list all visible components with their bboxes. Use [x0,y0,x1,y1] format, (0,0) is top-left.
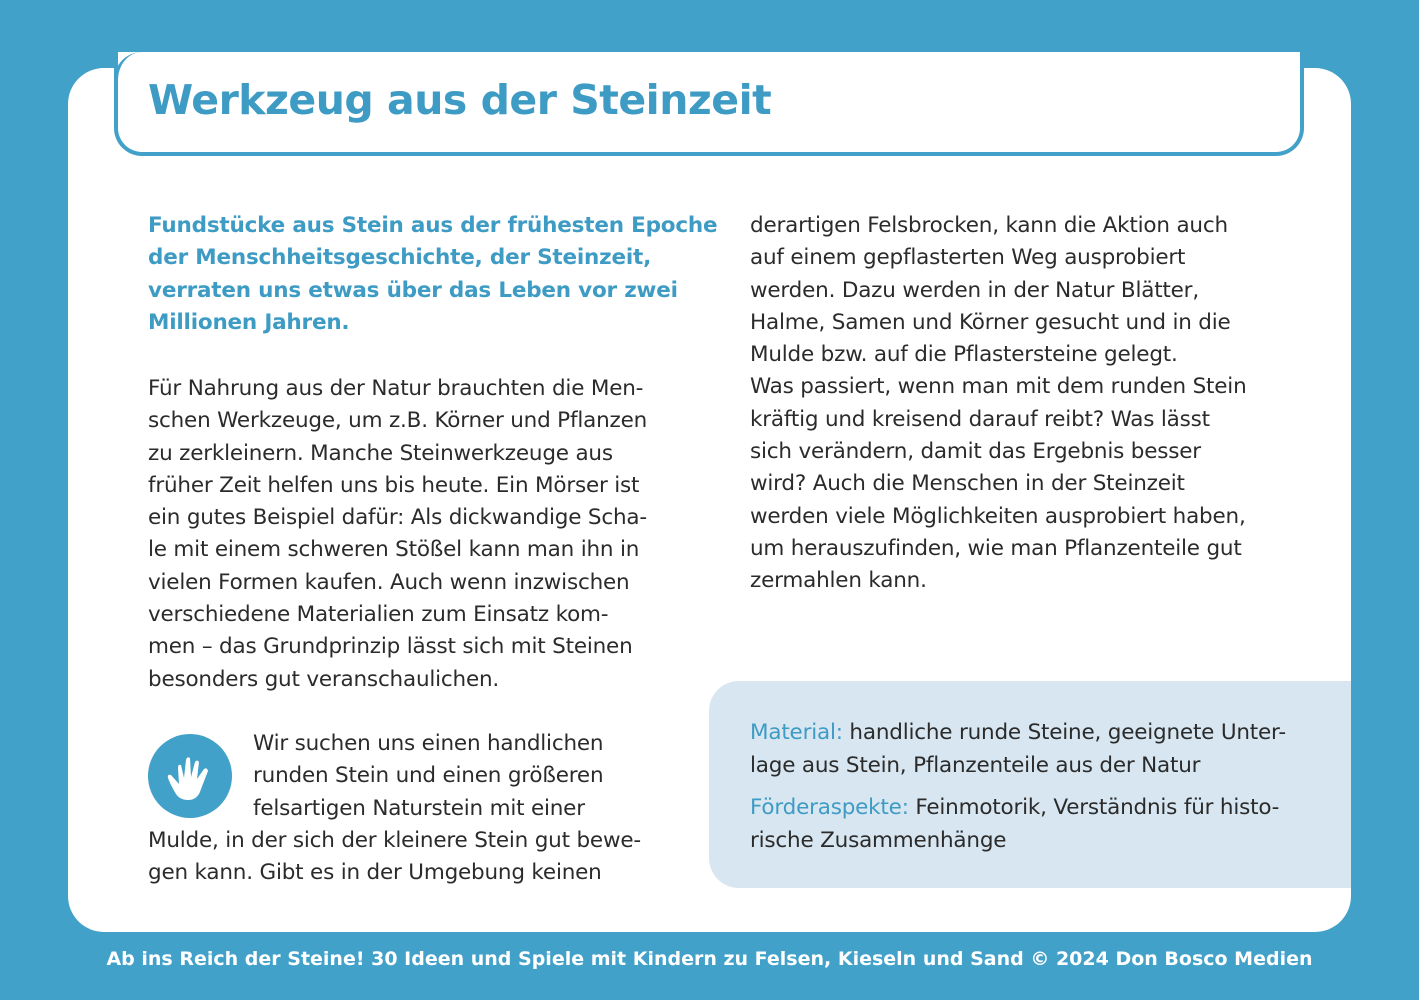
foerder-text: Feinmotorik, Verständnis für histo- rische Zusammenhänge [750,795,1280,853]
activity-text-b: Mulde, in der sich der kleinere Stein gut bewe- gen kann. Gibt es in der Umgebung keinen [148,828,641,886]
activity-text-a: Wir suchen uns einen handlichen runden Stein und einen größeren felsartigen Naturstein mit einer [253,731,604,821]
intro-text: Fundstücke aus Stein aus der frühesten Epoche der Menschheitsgeschichte, der Steinzeit, verraten uns etwas über das Leben vor zwei Millionen Jahren. [148,213,718,335]
footer-copyright: Ab ins Reich der Steine! 30 Ideen und Spiele mit Kindern zu Felsen, Kieseln und Sand © 2024 Don Bosco Medien [106,948,1313,970]
material-text: handliche runde Steine, geeignete Unter- lage aus Stein, Pflanzenteile aus der Natur [750,720,1286,778]
body-text-left: Für Nahrung aus der Natur brauchten die Men- schen Werkzeuge, um z.B. Körner und Pflanzen zu zerkleinern. Manche Steinwerkzeuge aus früher Zeit helfen uns bis heute. Ein Mörser ist ein gutes Beispiel dafür: Als dickwandige Scha- le mit einem schweren Stößel kann man ihn in vielen Formen kaufen. Auch wenn inzwischen verschiedene Materialien zum Einsatz kom- men – das Grundprinzip lässt sich mit Steinen besonders gut veranschaulichen. [148,376,648,692]
body-text-right: derartigen Felsbrocken, kann die Aktion auch auf einem gepflasterten Weg ausprobiert werden. Dazu werden in der Natur Blätter, Halme, Samen und Körner gesucht und in die Mulde bzw. auf die Pflastersteine gelegt. Was passiert, wenn man mit dem runden Stein kräftig und kreisend darauf reibt? Was lässt sich verändern, damit das Ergebnis besser wird? Auch die Menschen in der Steinzeit werden viele Möglichkeiten ausprobiert haben, um herauszufinden, wie man Pflanzenteile gut zermahlen kann. [750,213,1247,594]
material-label: Material: [750,720,843,745]
hand-icon [148,734,232,818]
page-title: Werkzeug aus der Steinzeit [148,76,772,124]
foerder-line [750,791,1279,857]
foerder-label: Förderaspekte: [750,795,909,820]
material-line [750,716,1286,782]
